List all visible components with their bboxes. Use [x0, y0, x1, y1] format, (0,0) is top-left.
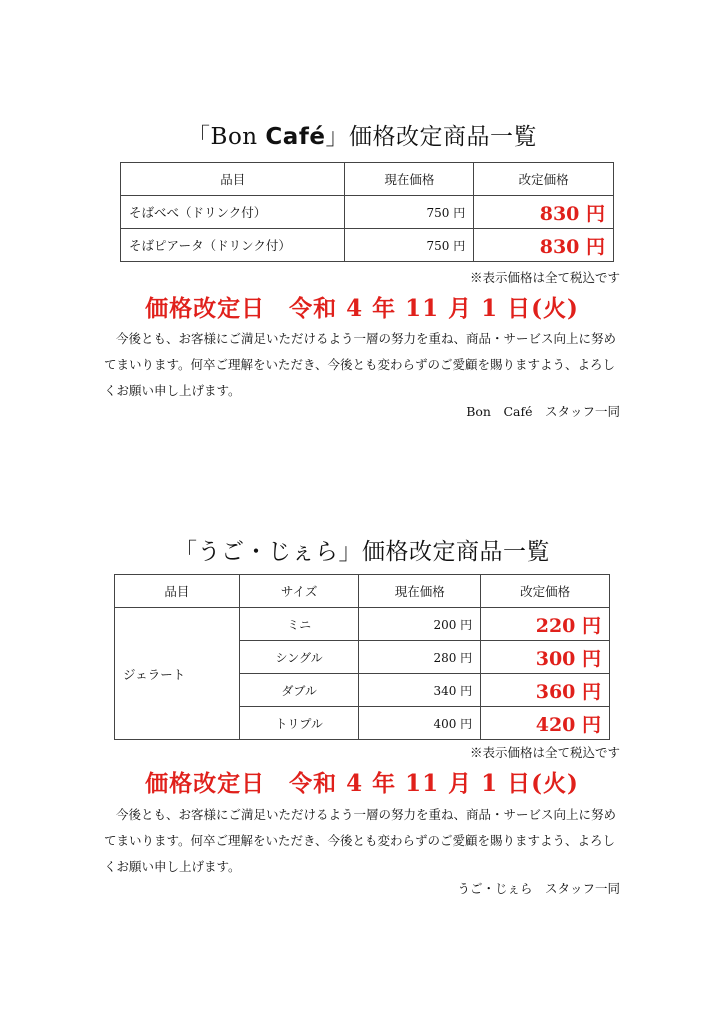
size-label: ダブル: [239, 674, 359, 707]
header-size: サイズ: [239, 575, 359, 608]
revision-date: 価格改定日 令和 4 年 11 月 1 日(火): [145, 770, 579, 797]
size-label: シングル: [239, 641, 359, 674]
current-price: 200 円: [359, 608, 481, 641]
table-header-row: [121, 163, 614, 196]
item-name: そばピアータ（ドリンク付）: [121, 229, 345, 262]
tax-note: ※表示価格は全て税込です: [469, 745, 620, 760]
table-row: [121, 196, 614, 229]
current-price: 750 円: [345, 229, 474, 262]
revision-date: 価格改定日 令和 4 年 11 月 1 日(火): [145, 295, 579, 322]
size-label: トリプル: [239, 707, 359, 740]
new-price: 220 円: [481, 608, 610, 641]
new-price: 830 円: [474, 196, 614, 229]
current-price: 340 円: [359, 674, 481, 707]
header-item: 品目: [121, 163, 345, 196]
table-row: [115, 608, 610, 641]
header-new-price: 改定価格: [474, 163, 614, 196]
tax-note: ※表示価格は全て税込です: [469, 270, 620, 285]
header-item: 品目: [115, 575, 240, 608]
staff-signature: Bon Café スタッフ一同: [466, 404, 620, 419]
ugo-jera-section: [0, 533, 724, 896]
header-new-price: 改定価格: [481, 575, 610, 608]
staff-signature: うご・じぇら スタッフ一同: [457, 881, 620, 896]
current-price: 280 円: [359, 641, 481, 674]
new-price: 300 円: [481, 641, 610, 674]
ugo-jera-price-table: [114, 574, 610, 740]
current-price: 400 円: [359, 707, 481, 740]
bon-cafe-title: 「Bon Café」価格改定商品一覧: [187, 124, 537, 150]
header-current-price: 現在価格: [359, 575, 481, 608]
size-label: ミニ: [239, 608, 359, 641]
message-body: 今後とも、お客様にご満足いただけるよう一層の努力を重ね、商品・サービス向上に努めてまいります。何卒ご理解をいただき、今後とも変わらずのご愛顧を賜りますよう、よろしくお願い申し上げます。: [104, 807, 617, 874]
table-row: [121, 229, 614, 262]
item-name: ジェラート: [115, 608, 240, 740]
bon-cafe-section: [0, 118, 724, 419]
new-price: 360 円: [481, 674, 610, 707]
new-price: 830 円: [474, 229, 614, 262]
header-current-price: 現在価格: [345, 163, 474, 196]
item-name: そばべべ（ドリンク付）: [121, 196, 345, 229]
ugo-jera-title: 「うご・じぇら」価格改定商品一覧: [174, 539, 550, 565]
table-header-row: [115, 575, 610, 608]
current-price: 750 円: [345, 196, 474, 229]
message-body: 今後とも、お客様にご満足いただけるよう一層の努力を重ね、商品・サービス向上に努めてまいります。何卒ご理解をいただき、今後とも変わらずのご愛顧を賜りますよう、よろしくお願い申し上げます。: [104, 331, 617, 398]
new-price: 420 円: [481, 707, 610, 740]
bon-cafe-price-table: [120, 162, 614, 262]
